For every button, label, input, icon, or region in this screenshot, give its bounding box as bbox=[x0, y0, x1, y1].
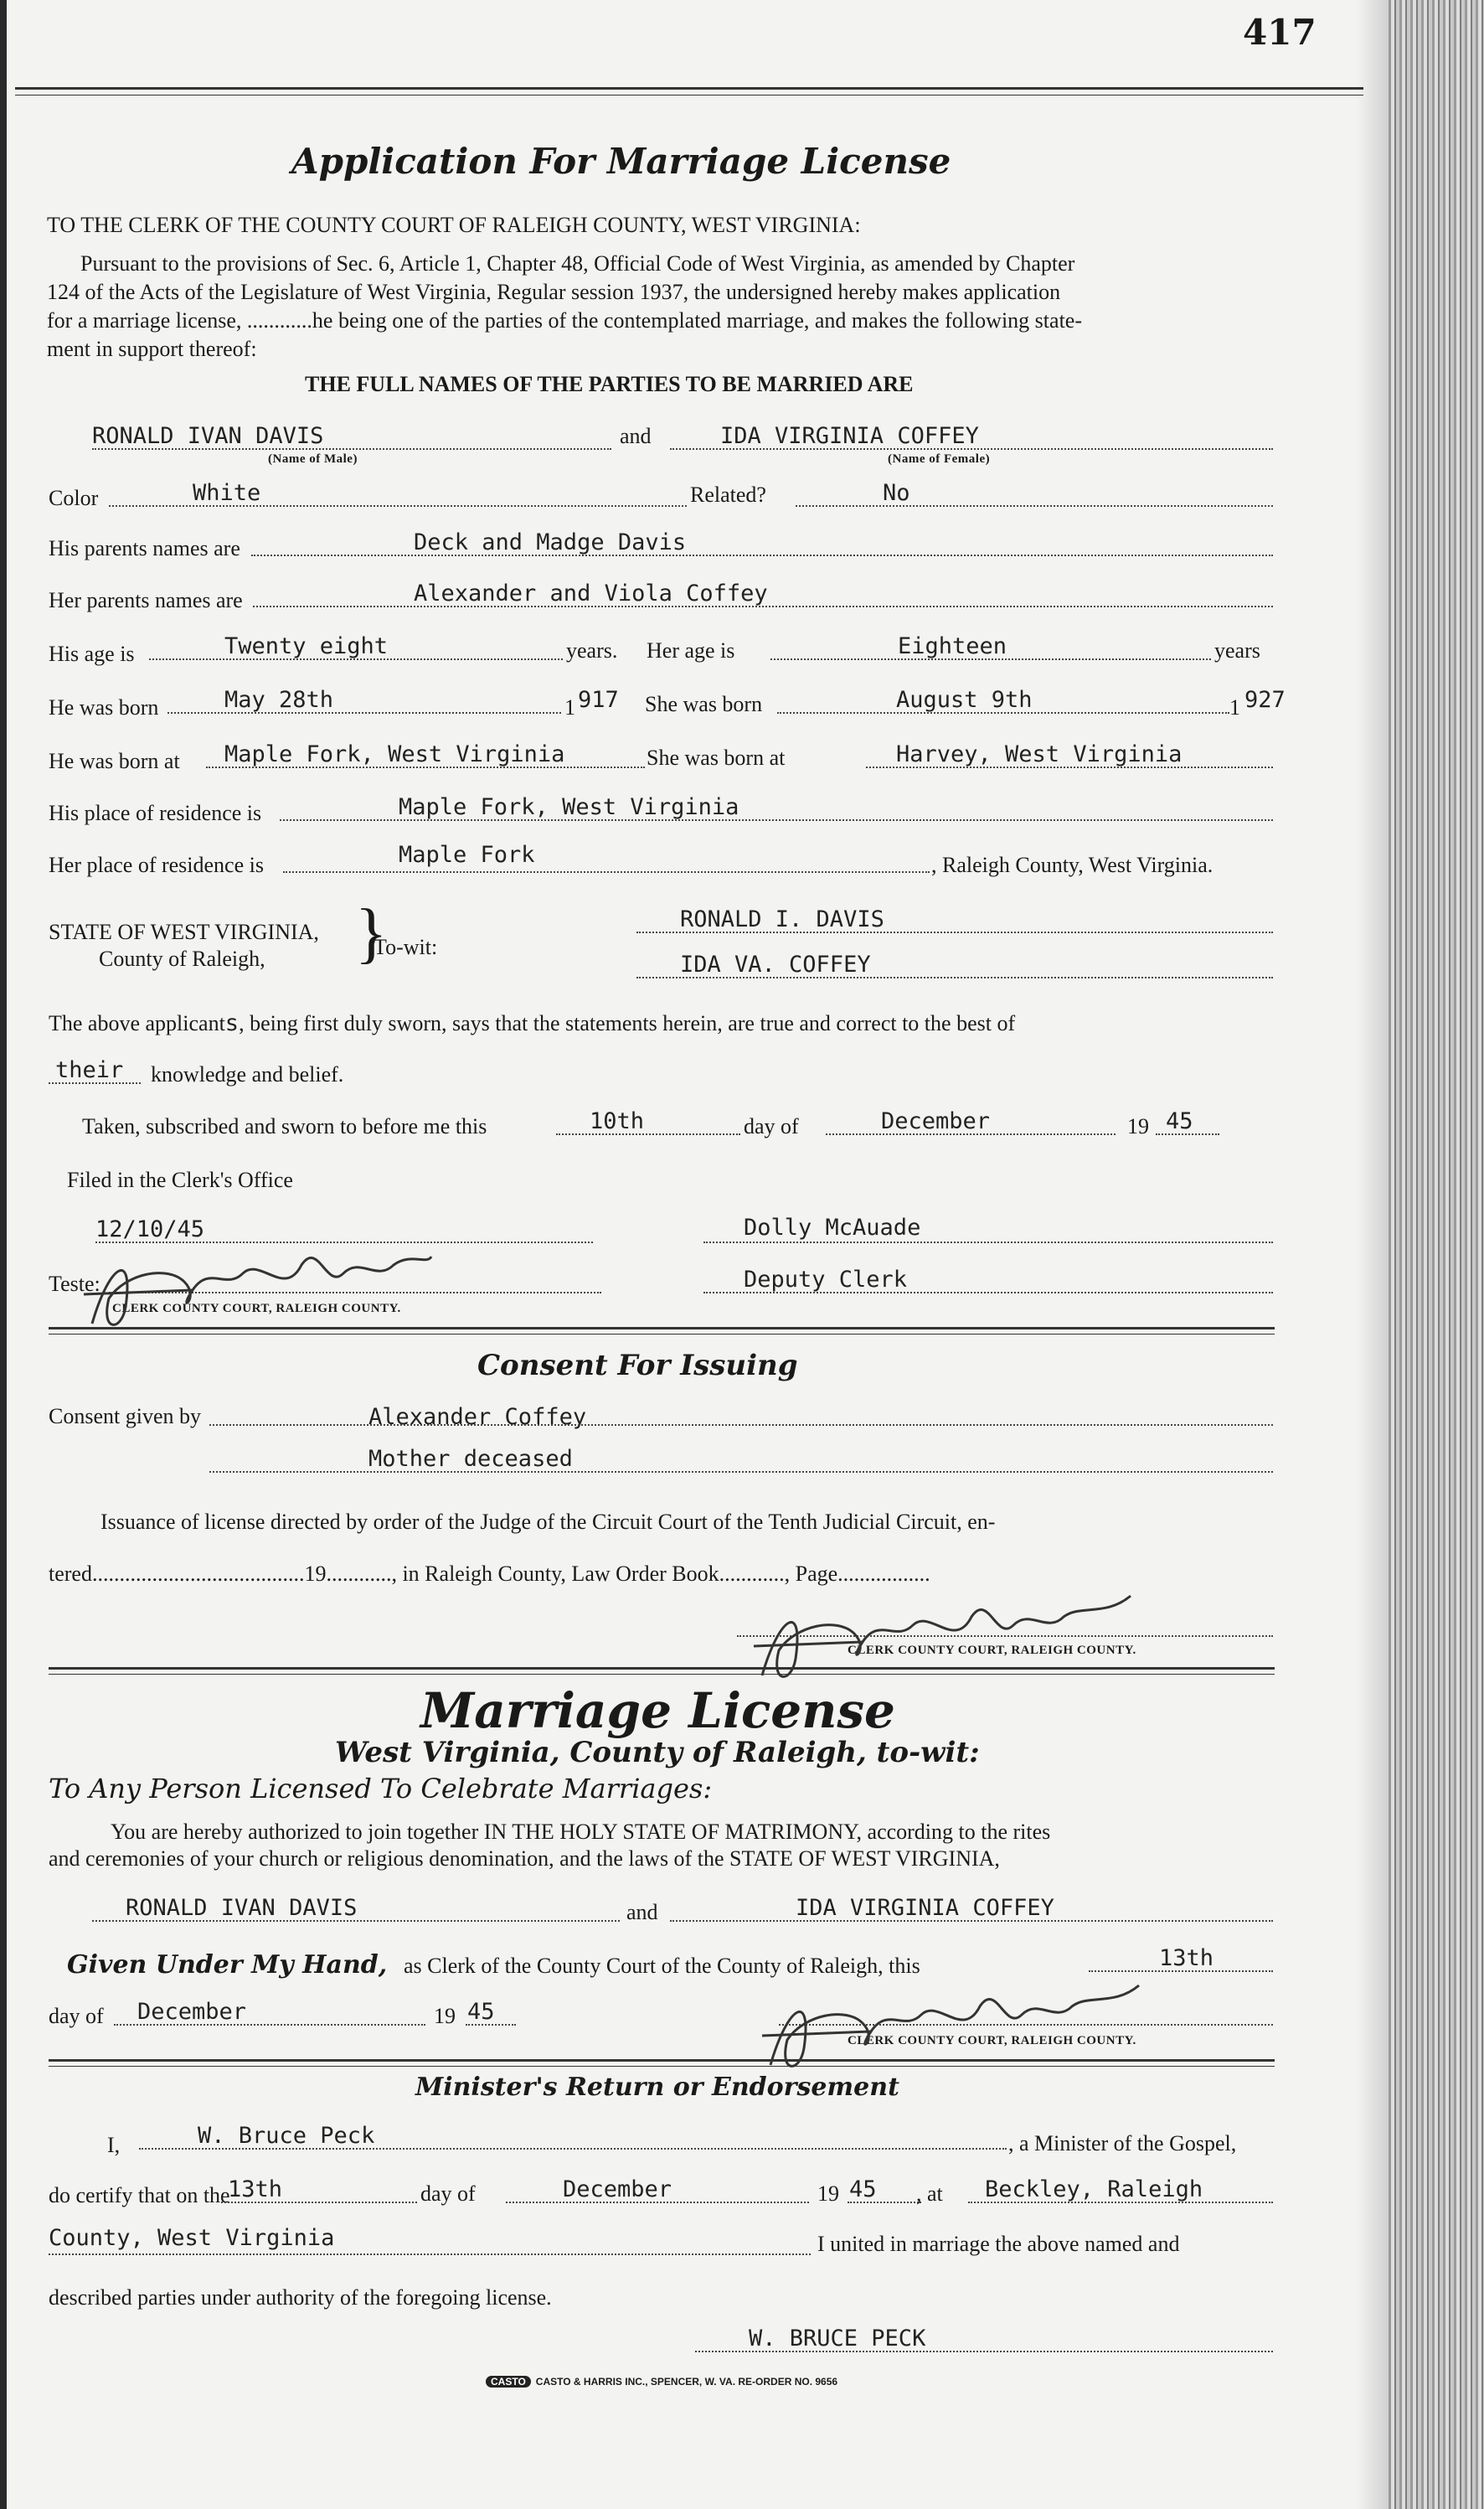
certify-day-line bbox=[221, 2202, 417, 2203]
issuance-text: Issuance of license directed by order of the Judge of the Circuit Court of the Tenth Judicial Circuit, en- bbox=[100, 1510, 996, 1534]
day-of-label: day of bbox=[744, 1114, 799, 1138]
minister-name-line bbox=[139, 2148, 1007, 2150]
license-male-name: RONALD IVAN DAVIS bbox=[126, 1895, 358, 1921]
taken-year-prefix: 19 bbox=[1127, 1114, 1149, 1138]
his-age-line bbox=[149, 658, 563, 660]
sworn-text-2: , being first duly sworn, says that the statements herein, are true and correct to the best of bbox=[239, 1011, 1016, 1035]
authorized-line-2: and ceremonies of your church or religious denomination, and the laws of the STATE OF WEST VIRGINIA, bbox=[49, 1846, 1000, 1871]
divider-3 bbox=[49, 2059, 1275, 2062]
consent-given-line-2 bbox=[209, 1471, 1273, 1473]
he-born-year-prefix: 1 bbox=[564, 695, 575, 720]
her-residence-label: Her place of residence is bbox=[49, 853, 264, 877]
full-names-heading: THE FULL NAMES OF THE PARTIES TO BE MARRIED ARE bbox=[305, 372, 914, 396]
certify-day-of: day of bbox=[420, 2181, 476, 2206]
taken-month-line bbox=[826, 1133, 1116, 1135]
given-month-line bbox=[114, 2024, 425, 2026]
color-label: Color bbox=[49, 486, 99, 510]
applicant-signature-2: IDA VA. COFFEY bbox=[680, 952, 871, 978]
raleigh-county-suffix: , Raleigh County, West Virginia. bbox=[931, 853, 1213, 877]
to-any-person: To Any Person Licensed To Celebrate Marriages: bbox=[49, 1773, 713, 1804]
certify-label: do certify that on the bbox=[49, 2183, 230, 2207]
years-label-2: years bbox=[1214, 638, 1260, 663]
color-line bbox=[109, 505, 687, 507]
applicant-signature-1: RONALD I. DAVIS bbox=[680, 906, 884, 932]
filed-date: 12/10/45 bbox=[95, 1216, 205, 1242]
certify-year: 45 bbox=[849, 2176, 877, 2202]
taken-day-line bbox=[556, 1133, 740, 1135]
certify-month-line bbox=[506, 2202, 809, 2203]
certify-place-2: County, West Virginia bbox=[49, 2225, 335, 2251]
she-born-label: She was born bbox=[645, 692, 763, 716]
consent-clerk-caption: CLERK COUNTY COURT, RALEIGH COUNTY. bbox=[848, 1644, 1136, 1657]
printer-imprint bbox=[486, 2376, 837, 2388]
entered-text: tered.......................................19............, in Raleigh County, Law Order Book............, Page................. bbox=[49, 1562, 930, 1586]
printer-imprint-text: CASTO & HARRIS INC., SPENCER, W. VA. RE-ORDER NO. 9656 bbox=[535, 2376, 838, 2388]
minister-of-gospel: , a Minister of the Gospel, bbox=[1008, 2131, 1237, 2155]
his-residence-value: Maple Fork, West Virginia bbox=[399, 794, 739, 820]
she-born-year-prefix: 1 bbox=[1229, 695, 1240, 720]
teste-clerk-caption: CLERK COUNTY COURT, RALEIGH COUNTY. bbox=[112, 1302, 401, 1315]
years-label-1: years. bbox=[566, 638, 618, 663]
male-name-caption: (Name of Male) bbox=[268, 452, 358, 466]
color-value: White bbox=[193, 480, 261, 506]
license-male-line bbox=[92, 1920, 620, 1922]
sworn-line-1 bbox=[49, 1010, 1015, 1036]
she-born-at-line bbox=[866, 767, 1273, 768]
given-day: 13th bbox=[1159, 1945, 1214, 1971]
book-page-edges bbox=[1389, 0, 1484, 2509]
sworn-text-1: The above applicant bbox=[49, 1011, 225, 1035]
certify-place-line bbox=[968, 2202, 1273, 2203]
and-label: and bbox=[620, 424, 652, 448]
to-clerk-line: TO THE CLERK OF THE COUNTY COURT OF RALEIGH COUNTY, WEST VIRGINIA: bbox=[47, 213, 861, 237]
para-line-1: Pursuant to the provisions of Sec. 6, Article 1, Chapter 48, Official Code of West Virginia, as amended by Chapter bbox=[80, 251, 1075, 276]
related-label: Related? bbox=[690, 483, 766, 507]
given-year-line bbox=[466, 2024, 516, 2026]
minister-signature: W. BRUCE PECK bbox=[749, 2326, 926, 2352]
her-parents-line bbox=[253, 606, 1273, 607]
license-title: Marriage License bbox=[420, 1682, 895, 1739]
her-age-line bbox=[770, 658, 1211, 660]
consent-given-value: Alexander Coffey bbox=[368, 1404, 587, 1430]
license-and: and bbox=[626, 1900, 658, 1924]
clerk-signature-2 bbox=[737, 1575, 1139, 1692]
female-name-line bbox=[670, 448, 1273, 450]
printer-logo: CASTO bbox=[486, 2376, 531, 2388]
to-wit-label: To-wit: bbox=[374, 935, 438, 959]
her-parents-label: Her parents names are bbox=[49, 588, 243, 612]
his-parents-value: Deck and Madge Davis bbox=[414, 529, 687, 555]
his-parents-line bbox=[251, 555, 1273, 556]
consent-given-label: Consent given by bbox=[49, 1404, 201, 1428]
certify-month: December bbox=[563, 2176, 672, 2202]
sworn-line-3: knowledge and belief. bbox=[151, 1062, 344, 1087]
para-line-2: 124 of the Acts of the Legislature of West Virginia, Regular session 1937, the undersigned hereby makes application bbox=[47, 280, 1061, 304]
related-line bbox=[796, 505, 1273, 507]
sworn-their-line bbox=[49, 1082, 141, 1084]
her-residence-line bbox=[283, 871, 930, 873]
para-line-4: ment in support thereof: bbox=[47, 337, 257, 361]
he-born-label: He was born bbox=[49, 695, 159, 720]
his-residence-label: His place of residence is bbox=[49, 801, 262, 825]
taken-month: December bbox=[881, 1108, 991, 1134]
page-shadow bbox=[1357, 0, 1390, 2509]
female-name-caption: (Name of Female) bbox=[888, 452, 991, 466]
given-year: 45 bbox=[467, 1999, 495, 2025]
she-born-at-label: She was born at bbox=[647, 746, 786, 770]
he-born-line bbox=[167, 712, 561, 714]
taken-year: 45 bbox=[1166, 1108, 1193, 1134]
divider-1 bbox=[49, 1327, 1275, 1329]
given-text: as Clerk of the County Court of the County of Raleigh, this bbox=[404, 1954, 920, 1978]
teste-label: Teste: bbox=[49, 1272, 100, 1296]
certify-year-line bbox=[848, 2202, 921, 2203]
divider-1-thin bbox=[49, 1334, 1275, 1335]
taken-day: 10th bbox=[590, 1108, 645, 1134]
divider-2-thin bbox=[49, 1674, 1275, 1675]
county-label: County of Raleigh, bbox=[99, 947, 265, 971]
deputy-clerk: Deputy Clerk bbox=[744, 1267, 908, 1293]
minister-name: W. Bruce Peck bbox=[198, 2123, 375, 2149]
license-female-line bbox=[670, 1920, 1273, 1922]
his-age-label: His age is bbox=[49, 642, 135, 666]
she-born-line bbox=[777, 712, 1229, 714]
female-name: IDA VIRGINIA COFFEY bbox=[720, 423, 979, 449]
state-label: STATE OF WEST VIRGINIA, bbox=[49, 920, 319, 944]
para-line-3: for a marriage license, ............he being one of the parties of the contemplated marriage, and makes the following state- bbox=[47, 308, 1082, 333]
applicant-sig-line-2 bbox=[636, 977, 1273, 978]
male-name-line bbox=[92, 448, 611, 450]
her-age-value: Eighteen bbox=[898, 633, 1007, 659]
minister-i-label: I, bbox=[107, 2133, 121, 2157]
united-text: I united in marriage the above named and bbox=[817, 2232, 1180, 2256]
applicant-sig-line-1 bbox=[636, 932, 1273, 933]
she-born-year: 927 bbox=[1244, 687, 1286, 713]
page-number: 417 bbox=[1243, 12, 1317, 53]
license-female-name: IDA VIRGINIA COFFEY bbox=[796, 1895, 1054, 1921]
deputy-clerk-line bbox=[703, 1292, 1273, 1293]
given-month: December bbox=[137, 1999, 247, 2025]
clerk-signature-1 bbox=[75, 1231, 444, 1349]
he-born-year: 917 bbox=[578, 687, 619, 713]
he-born-at-value: Maple Fork, West Virginia bbox=[224, 741, 565, 767]
top-rule bbox=[15, 87, 1363, 90]
her-residence-value: Maple Fork bbox=[399, 842, 535, 868]
certify-place-2-line bbox=[49, 2253, 811, 2255]
he-born-date: May 28th bbox=[224, 687, 334, 713]
taken-label: Taken, subscribed and sworn to before me this bbox=[82, 1114, 487, 1138]
he-born-at-label: He was born at bbox=[49, 749, 180, 773]
sworn-their: their bbox=[55, 1057, 124, 1083]
consent-given-line bbox=[209, 1424, 1273, 1426]
male-name: RONALD IVAN DAVIS bbox=[92, 423, 324, 449]
she-born-date: August 9th bbox=[896, 687, 1033, 713]
given-year-prefix: 19 bbox=[434, 2004, 456, 2028]
his-age-value: Twenty eight bbox=[224, 633, 389, 659]
top-rule-thin bbox=[15, 95, 1363, 96]
certify-place: Beckley, Raleigh bbox=[985, 2176, 1203, 2202]
related-value: No bbox=[883, 480, 910, 506]
divider-2 bbox=[49, 1667, 1275, 1670]
license-day-of-label: day of bbox=[49, 2004, 104, 2028]
his-residence-line bbox=[280, 819, 1273, 821]
authorized-line-1: You are hereby authorized to join together IN THE HOLY STATE OF MATRIMONY, according to the rites bbox=[111, 1820, 1051, 1844]
given-under-hand: Given Under My Hand, bbox=[67, 1950, 388, 1980]
certify-year-prefix: 19 bbox=[817, 2181, 839, 2206]
brace: } bbox=[355, 896, 388, 970]
she-born-at-value: Harvey, West Virginia bbox=[896, 741, 1183, 767]
minister-signature-line bbox=[695, 2351, 1273, 2352]
ministers-return-title: Minister's Return or Endorsement bbox=[415, 2073, 899, 2102]
clerk-name: Dolly McAuade bbox=[744, 1215, 921, 1241]
sworn-text-s: s bbox=[224, 1010, 240, 1036]
described-text: described parties under authority of the foregoing license. bbox=[49, 2285, 552, 2310]
taken-year-line bbox=[1156, 1133, 1219, 1135]
consent-given-value-2: Mother deceased bbox=[368, 1446, 573, 1472]
he-born-at-line bbox=[206, 767, 645, 768]
divider-3-thin bbox=[49, 2066, 1275, 2067]
certify-at-label: , at bbox=[916, 2181, 943, 2206]
certify-day: 13th bbox=[228, 2176, 283, 2202]
application-title: Application For Marriage License bbox=[291, 141, 951, 182]
clerk-name-line bbox=[703, 1242, 1273, 1243]
consent-title: Consent For Issuing bbox=[477, 1349, 798, 1382]
license-subtitle: West Virginia, County of Raleigh, to-wit: bbox=[335, 1736, 980, 1769]
license-clerk-caption: CLERK COUNTY COURT, RALEIGH COUNTY. bbox=[848, 2034, 1136, 2047]
her-parents-value: Alexander and Viola Coffey bbox=[414, 581, 768, 607]
filed-label: Filed in the Clerk's Office bbox=[67, 1168, 293, 1192]
her-age-label: Her age is bbox=[647, 638, 735, 663]
his-parents-label: His parents names are bbox=[49, 536, 240, 560]
